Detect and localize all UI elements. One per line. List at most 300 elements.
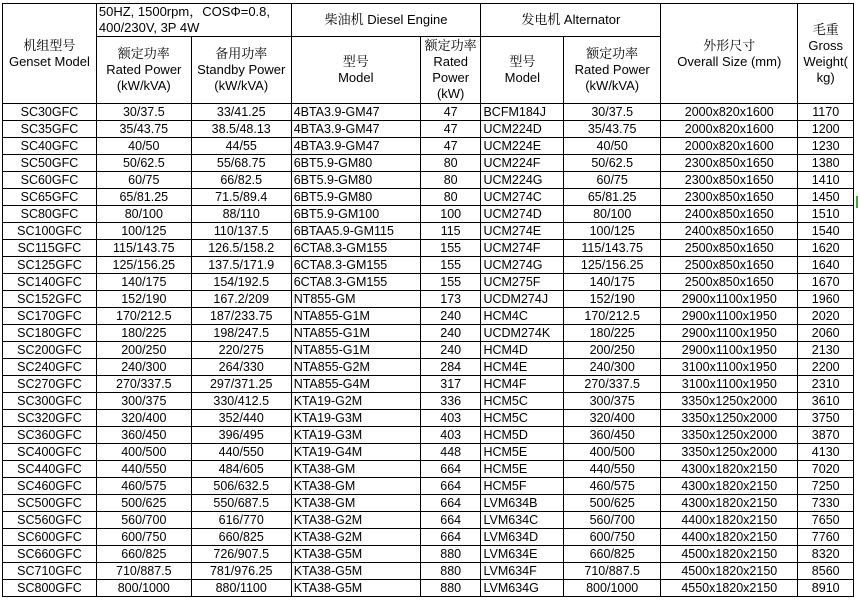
overall-size-cell: 3350x1250x2000 — [661, 444, 798, 461]
standby-power-cell: 88/110 — [191, 206, 291, 223]
electrical-spec-line2: 400/230V, 3P 4W — [98, 20, 200, 35]
alternator-model-cell: HCM4E — [481, 359, 564, 376]
table-row — [3, 291, 854, 308]
rated-power-cell: 460/575 — [96, 478, 191, 495]
genset-model-cell: SC100GFC — [3, 223, 97, 240]
overall-size-cell: 3100x1100x1950 — [661, 376, 798, 393]
overall-size-cell: 2000x820x1600 — [661, 138, 798, 155]
alternator-power-cell: 100/125 — [564, 223, 661, 240]
genset-model-cell: SC400GFC — [3, 444, 97, 461]
gross-weight-cell: 1410 — [798, 172, 854, 189]
gross-weight-cell: 1380 — [798, 155, 854, 172]
engine-power-cell: 240 — [420, 308, 481, 325]
engine-power-cell: 880 — [420, 563, 481, 580]
alternator-power-cell: 460/575 — [564, 478, 661, 495]
engine-power-cell: 173 — [420, 291, 481, 308]
alternator-power-header — [564, 37, 661, 104]
table-body — [3, 104, 854, 597]
genset-model-cell: SC50GFC — [3, 155, 97, 172]
genset-model-cell: SC35GFC — [3, 121, 97, 138]
alternator-model-cell: UCM274F — [481, 240, 564, 257]
overall-size-cell: 2300x850x1650 — [661, 172, 798, 189]
gross-weight-cell: 1450 — [798, 189, 854, 206]
alternator-power-cell: 200/250 — [564, 342, 661, 359]
alternator-model-cell: UCM274C — [481, 189, 564, 206]
overall-size-header — [661, 4, 798, 104]
gross-weight-cell: 2130 — [798, 342, 854, 359]
rated-power-cell: 800/1000 — [96, 580, 191, 597]
engine-group-header: 柴油机 Diesel Engine — [291, 4, 481, 37]
overall-size-cell: 4300x1820x2150 — [661, 461, 798, 478]
genset-model-cell: SC80GFC — [3, 206, 97, 223]
genset-model-header — [3, 4, 97, 104]
alternator-power-cell: 80/100 — [564, 206, 661, 223]
table-row — [3, 155, 854, 172]
standby-power-cell: 726/907.5 — [191, 546, 291, 563]
genset-model-cell: SC125GFC — [3, 257, 97, 274]
gross-weight-cell: 1670 — [798, 274, 854, 291]
alternator-power-cell: 300/375 — [564, 393, 661, 410]
rated-power-cell: 320/400 — [96, 410, 191, 427]
cell-selection-marker — [856, 196, 858, 208]
table-row — [3, 478, 854, 495]
rated-power-cell: 50/62.5 — [96, 155, 191, 172]
engine-model-cell: 6CTA8.3-GM155 — [291, 257, 420, 274]
engine-power-cell: 664 — [420, 461, 481, 478]
engine-power-cell: 664 — [420, 529, 481, 546]
overall-size-cell: 3350x1250x2000 — [661, 410, 798, 427]
rated-power-cell: 360/450 — [96, 427, 191, 444]
engine-model-cell: KTA38-GM — [291, 461, 420, 478]
alternator-model-cell: UCDM274J — [481, 291, 564, 308]
gross-weight-cell: 1230 — [798, 138, 854, 155]
standby-power-cell: 506/632.5 — [191, 478, 291, 495]
rated-power-cell: 710/887.5 — [96, 563, 191, 580]
alternator-model-cell: HCM5C — [481, 410, 564, 427]
alternator-power-cell: 710/887.5 — [564, 563, 661, 580]
alternator-power-cell: 560/700 — [564, 512, 661, 529]
engine-model-cell: KTA38-G5M — [291, 546, 420, 563]
engine-power-cell: 240 — [420, 325, 481, 342]
table-row — [3, 308, 854, 325]
engine-power-cell: 336 — [420, 393, 481, 410]
alternator-model-cell: UCM224E — [481, 138, 564, 155]
genset-model-cell: SC440GFC — [3, 461, 97, 478]
overall-size-cell: 2000x820x1600 — [661, 104, 798, 121]
genset-model-cell: SC360GFC — [3, 427, 97, 444]
standby-power-cell: 154/192.5 — [191, 274, 291, 291]
alternator-power-cell: 240/300 — [564, 359, 661, 376]
engine-model-cell: KTA38-G2M — [291, 529, 420, 546]
engine-power-cell: 284 — [420, 359, 481, 376]
table-row — [3, 257, 854, 274]
genset-spec-table — [2, 3, 854, 597]
overall-size-cell: 2000x820x1600 — [661, 121, 798, 138]
engine-power-header-en3: (kW) — [436, 86, 465, 101]
gross-weight-header-en1: Gross — [808, 37, 844, 53]
table-row — [3, 223, 854, 240]
standby-power-cell: 660/825 — [191, 529, 291, 546]
alternator-power-cell: 270/337.5 — [564, 376, 661, 393]
table-row — [3, 444, 854, 461]
alternator-model-header-en: Model — [504, 70, 541, 85]
alternator-model-cell: UCM275F — [481, 274, 564, 291]
genset-model-cell: SC710GFC — [3, 563, 97, 580]
engine-power-cell: 80 — [420, 172, 481, 189]
engine-power-cell: 155 — [420, 274, 481, 291]
overall-size-cell: 2300x850x1650 — [661, 155, 798, 172]
gross-weight-cell: 2310 — [798, 376, 854, 393]
alternator-power-cell: 30/37.5 — [564, 104, 661, 121]
engine-power-cell: 155 — [420, 257, 481, 274]
alternator-model-cell: HCM5E — [481, 461, 564, 478]
rated-power-cell: 40/50 — [96, 138, 191, 155]
engine-model-cell: KTA19-G3M — [291, 427, 420, 444]
table-row — [3, 274, 854, 291]
alternator-model-header — [481, 37, 564, 104]
engine-power-cell: 880 — [420, 546, 481, 563]
overall-size-cell: 2900x1100x1950 — [661, 308, 798, 325]
alternator-model-cell: LVM634D — [481, 529, 564, 546]
rated-power-cell: 600/750 — [96, 529, 191, 546]
rated-power-cell: 170/212.5 — [96, 308, 191, 325]
table-row — [3, 359, 854, 376]
gross-weight-header-en3: kg) — [816, 69, 835, 85]
engine-model-cell: 6CTA8.3-GM155 — [291, 240, 420, 257]
rated-power-cell: 35/43.75 — [96, 121, 191, 138]
standby-power-cell: 297/371.25 — [191, 376, 291, 393]
engine-model-cell: 4BTA3.9-GM47 — [291, 104, 420, 121]
overall-size-cell: 2400x850x1650 — [661, 223, 798, 240]
table-row — [3, 393, 854, 410]
rated-power-cell: 560/700 — [96, 512, 191, 529]
engine-model-header — [291, 37, 420, 104]
alternator-power-cell: 800/1000 — [564, 580, 661, 597]
alternator-power-cell: 115/143.75 — [564, 240, 661, 257]
engine-power-cell: 47 — [420, 138, 481, 155]
alternator-model-cell: UCM224F — [481, 155, 564, 172]
table-row — [3, 427, 854, 444]
alternator-power-cell: 50/62.5 — [564, 155, 661, 172]
standby-power-cell: 781/976.25 — [191, 563, 291, 580]
engine-power-cell: 115 — [420, 223, 481, 240]
alternator-power-cell: 400/500 — [564, 444, 661, 461]
standby-power-cell: 484/605 — [191, 461, 291, 478]
overall-size-header-zh: 外形尺寸 — [703, 37, 756, 53]
engine-model-cell: KTA19-G4M — [291, 444, 420, 461]
rated-power-header-en1: Rated Power — [106, 62, 182, 77]
rated-power-cell: 152/190 — [96, 291, 191, 308]
engine-model-cell: KTA38-G2M — [291, 512, 420, 529]
standby-power-cell: 66/82.5 — [191, 172, 291, 189]
engine-model-cell: 4BTA3.9-GM47 — [291, 121, 420, 138]
standby-power-cell: 167.2/209 — [191, 291, 291, 308]
alternator-power-cell: 152/190 — [564, 291, 661, 308]
standby-power-cell: 71.5/89.4 — [191, 189, 291, 206]
genset-model-cell: SC115GFC — [3, 240, 97, 257]
engine-model-cell: NTA855-G4M — [291, 376, 420, 393]
engine-model-header-zh: 型号 — [342, 54, 369, 69]
alternator-model-cell: HCM5D — [481, 427, 564, 444]
alternator-power-header-en2: (kW/kVA) — [585, 78, 640, 93]
standby-power-header-en1: Standby Power — [197, 62, 286, 77]
standby-power-cell: 352/440 — [191, 410, 291, 427]
genset-model-cell: SC30GFC — [3, 104, 97, 121]
overall-size-cell: 4400x1820x2150 — [661, 529, 798, 546]
genset-model-cell: SC600GFC — [3, 529, 97, 546]
gross-weight-cell: 2060 — [798, 325, 854, 342]
gross-weight-cell: 8320 — [798, 546, 854, 563]
table-row — [3, 342, 854, 359]
table-row — [3, 563, 854, 580]
alternator-model-cell: UCM274D — [481, 206, 564, 223]
engine-power-cell: 317 — [420, 376, 481, 393]
engine-power-header-en1: Rated — [433, 54, 469, 69]
overall-size-cell: 2900x1100x1950 — [661, 342, 798, 359]
gross-weight-cell: 1640 — [798, 257, 854, 274]
engine-model-cell: NTA855-G2M — [291, 359, 420, 376]
rated-power-cell: 270/337.5 — [96, 376, 191, 393]
table-row — [3, 376, 854, 393]
standby-power-cell: 396/495 — [191, 427, 291, 444]
alternator-model-cell: UCM224G — [481, 172, 564, 189]
engine-model-cell: KTA19-G2M — [291, 393, 420, 410]
alternator-model-cell: UCDM274K — [481, 325, 564, 342]
alternator-power-cell: 125/156.25 — [564, 257, 661, 274]
genset-model-cell: SC320GFC — [3, 410, 97, 427]
genset-model-cell: SC560GFC — [3, 512, 97, 529]
rated-power-cell: 125/156.25 — [96, 257, 191, 274]
gross-weight-cell: 3610 — [798, 393, 854, 410]
table-row — [3, 189, 854, 206]
standby-power-header-zh: 备用功率 — [215, 46, 268, 61]
gross-weight-cell: 1960 — [798, 291, 854, 308]
engine-model-cell: 4BTA3.9-GM47 — [291, 138, 420, 155]
engine-power-cell: 403 — [420, 410, 481, 427]
rated-power-cell: 440/550 — [96, 461, 191, 478]
alternator-model-cell: HCM5F — [481, 478, 564, 495]
alternator-power-cell: 320/400 — [564, 410, 661, 427]
engine-model-cell: 6CTA8.3-GM155 — [291, 274, 420, 291]
alternator-model-cell: BCFM184J — [481, 104, 564, 121]
alternator-model-cell: UCM224D — [481, 121, 564, 138]
gross-weight-cell: 1170 — [798, 104, 854, 121]
overall-size-cell: 4300x1820x2150 — [661, 495, 798, 512]
overall-size-cell: 4300x1820x2150 — [661, 478, 798, 495]
rated-power-cell: 140/175 — [96, 274, 191, 291]
gross-weight-cell: 3750 — [798, 410, 854, 427]
gross-weight-cell: 3870 — [798, 427, 854, 444]
electrical-spec-line1: 50HZ, 1500rpm，COSΦ=0.8, — [98, 4, 271, 19]
rated-power-cell: 400/500 — [96, 444, 191, 461]
alternator-model-cell: HCM4F — [481, 376, 564, 393]
alternator-power-header-zh: 额定功率 — [586, 46, 639, 61]
alternator-power-cell: 660/825 — [564, 546, 661, 563]
table-row — [3, 104, 854, 121]
gross-weight-cell: 7760 — [798, 529, 854, 546]
table-row — [3, 240, 854, 257]
overall-size-cell: 3350x1250x2000 — [661, 393, 798, 410]
overall-size-cell: 2300x850x1650 — [661, 189, 798, 206]
engine-model-cell: 6BT5.9-GM80 — [291, 155, 420, 172]
genset-model-cell: SC140GFC — [3, 274, 97, 291]
engine-power-cell: 80 — [420, 155, 481, 172]
alternator-model-cell: LVM634B — [481, 495, 564, 512]
genset-model-cell: SC300GFC — [3, 393, 97, 410]
overall-size-cell: 4500x1820x2150 — [661, 546, 798, 563]
genset-model-cell: SC460GFC — [3, 478, 97, 495]
genset-model-cell: SC800GFC — [3, 580, 97, 597]
gross-weight-cell: 8560 — [798, 563, 854, 580]
table-row — [3, 325, 854, 342]
standby-power-cell: 198/247.5 — [191, 325, 291, 342]
engine-model-cell: 6BT5.9-GM80 — [291, 172, 420, 189]
rated-power-cell: 660/825 — [96, 546, 191, 563]
overall-size-cell: 2500x850x1650 — [661, 257, 798, 274]
engine-model-cell: NT855-GM — [291, 291, 420, 308]
rated-power-header-zh: 额定功率 — [117, 46, 170, 61]
rated-power-cell: 240/300 — [96, 359, 191, 376]
rated-power-cell: 60/75 — [96, 172, 191, 189]
engine-power-cell: 664 — [420, 478, 481, 495]
rated-power-cell: 115/143.75 — [96, 240, 191, 257]
gross-weight-header — [798, 4, 854, 104]
engine-power-header-en2: Power — [432, 70, 470, 85]
alternator-model-cell: HCM4D — [481, 342, 564, 359]
standby-power-cell: 187/233.75 — [191, 308, 291, 325]
alternator-model-cell: LVM634C — [481, 512, 564, 529]
genset-model-cell: SC40GFC — [3, 138, 97, 155]
gross-weight-cell: 7330 — [798, 495, 854, 512]
table-header — [3, 4, 854, 104]
genset-model-cell: SC60GFC — [3, 172, 97, 189]
alternator-power-cell: 140/175 — [564, 274, 661, 291]
alternator-power-header-en1: Rated Power — [574, 62, 650, 77]
gross-weight-cell: 2200 — [798, 359, 854, 376]
standby-power-cell: 550/687.5 — [191, 495, 291, 512]
overall-size-cell: 2500x850x1650 — [661, 274, 798, 291]
genset-model-cell: SC180GFC — [3, 325, 97, 342]
genset-model-cell: SC240GFC — [3, 359, 97, 376]
rated-power-cell: 300/375 — [96, 393, 191, 410]
alternator-power-cell: 170/212.5 — [564, 308, 661, 325]
standby-power-header-en2: (kW/kVA) — [214, 78, 269, 93]
rated-power-header-en2: (kW/kVA) — [116, 78, 171, 93]
standby-power-cell: 44/55 — [191, 138, 291, 155]
alternator-model-cell: UCM274G — [481, 257, 564, 274]
engine-model-cell: KTA38-GM — [291, 495, 420, 512]
gross-weight-cell: 1620 — [798, 240, 854, 257]
table-row — [3, 138, 854, 155]
rated-power-cell: 500/625 — [96, 495, 191, 512]
table-row — [3, 461, 854, 478]
genset-model-cell: SC152GFC — [3, 291, 97, 308]
overall-size-cell: 3350x1250x2000 — [661, 427, 798, 444]
overall-size-cell: 4550x1820x2150 — [661, 580, 798, 597]
rated-power-cell: 65/81.25 — [96, 189, 191, 206]
engine-power-cell: 47 — [420, 104, 481, 121]
engine-model-cell: 6BTAA5.9-GM115 — [291, 223, 420, 240]
genset-model-header-en: Genset Model — [8, 53, 90, 69]
table-row — [3, 495, 854, 512]
table-row — [3, 512, 854, 529]
alternator-power-cell: 40/50 — [564, 138, 661, 155]
engine-power-cell: 664 — [420, 512, 481, 529]
engine-power-header — [420, 37, 481, 104]
engine-model-cell: KTA38-G5M — [291, 580, 420, 597]
genset-model-header-zh: 机组型号 — [23, 37, 76, 53]
standby-power-cell: 880/1100 — [191, 580, 291, 597]
standby-power-cell: 616/770 — [191, 512, 291, 529]
genset-model-cell: SC500GFC — [3, 495, 97, 512]
genset-model-cell: SC170GFC — [3, 308, 97, 325]
genset-model-cell: SC65GFC — [3, 189, 97, 206]
gross-weight-cell: 7020 — [798, 461, 854, 478]
engine-model-cell: NTA855-G1M — [291, 308, 420, 325]
engine-power-cell: 155 — [420, 240, 481, 257]
overall-size-cell: 4400x1820x2150 — [661, 512, 798, 529]
rated-power-header — [96, 37, 191, 104]
rated-power-cell: 200/250 — [96, 342, 191, 359]
standby-power-cell: 264/330 — [191, 359, 291, 376]
standby-power-cell: 440/550 — [191, 444, 291, 461]
alternator-model-cell: UCM274E — [481, 223, 564, 240]
engine-power-cell: 880 — [420, 580, 481, 597]
standby-power-cell: 33/41.25 — [191, 104, 291, 121]
gross-weight-cell: 4130 — [798, 444, 854, 461]
engine-model-cell: KTA38-GM — [291, 478, 420, 495]
alternator-model-header-zh: 型号 — [509, 54, 536, 69]
gross-weight-cell: 7650 — [798, 512, 854, 529]
standby-power-header — [191, 37, 291, 104]
gross-weight-cell: 8910 — [798, 580, 854, 597]
rated-power-cell: 180/225 — [96, 325, 191, 342]
rated-power-cell: 80/100 — [96, 206, 191, 223]
alternator-model-cell: LVM634E — [481, 546, 564, 563]
engine-model-header-en: Model — [338, 70, 374, 85]
rated-power-cell: 30/37.5 — [96, 104, 191, 121]
engine-model-cell: 6BT5.9-GM100 — [291, 206, 420, 223]
table-row — [3, 410, 854, 427]
alternator-model-cell: HCM4C — [481, 308, 564, 325]
alternator-power-cell: 440/550 — [564, 461, 661, 478]
genset-model-cell: SC200GFC — [3, 342, 97, 359]
overall-size-cell: 2900x1100x1950 — [661, 325, 798, 342]
gross-weight-cell: 2020 — [798, 308, 854, 325]
genset-model-cell: SC660GFC — [3, 546, 97, 563]
table-row — [3, 580, 854, 597]
engine-model-cell: KTA19-G3M — [291, 410, 420, 427]
table-row — [3, 529, 854, 546]
overall-size-header-en: Overall Size (mm) — [677, 53, 782, 69]
engine-power-cell: 240 — [420, 342, 481, 359]
rated-power-cell: 100/125 — [96, 223, 191, 240]
engine-model-cell: NTA855-G1M — [291, 342, 420, 359]
alternator-power-cell: 600/750 — [564, 529, 661, 546]
engine-model-cell: 6BT5.9-GM80 — [291, 189, 420, 206]
table-row — [3, 546, 854, 563]
genset-model-cell: SC270GFC — [3, 376, 97, 393]
engine-power-cell: 448 — [420, 444, 481, 461]
overall-size-cell: 3100x1100x1950 — [661, 359, 798, 376]
table-row — [3, 121, 854, 138]
overall-size-cell: 2400x850x1650 — [661, 206, 798, 223]
alternator-power-cell: 360/450 — [564, 427, 661, 444]
electrical-spec-header — [96, 4, 291, 37]
gross-weight-header-en2: Weight( — [803, 53, 848, 69]
alternator-power-cell: 35/43.75 — [564, 121, 661, 138]
standby-power-cell: 220/275 — [191, 342, 291, 359]
